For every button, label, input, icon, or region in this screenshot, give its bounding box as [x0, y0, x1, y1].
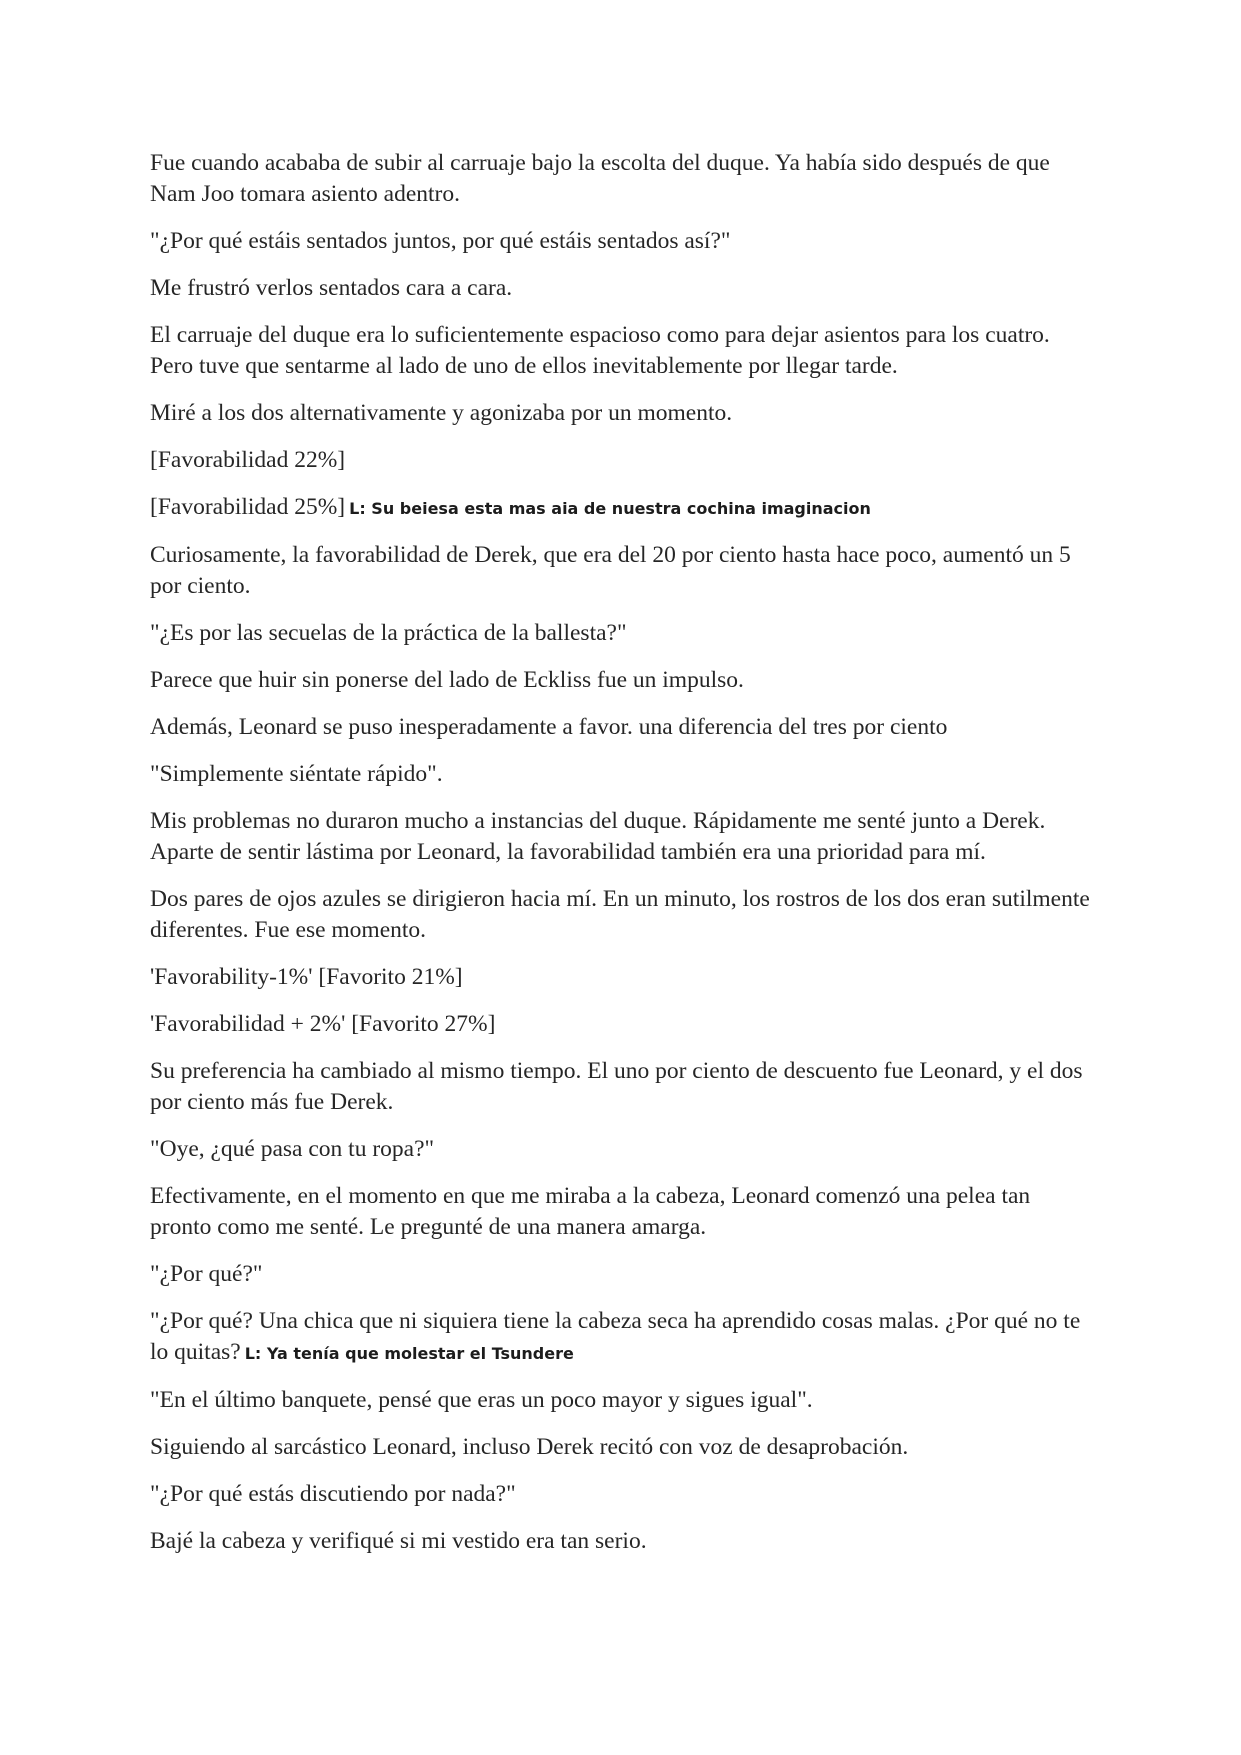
translator-note: L: Ya tenía que molestar el Tsundere [244, 1344, 574, 1363]
paragraph-text: Fue cuando acababa de subir al carruaje bajo la escolta del duque. Ya había sido después de que Nam Joo tomara asiento adentro. [150, 150, 1050, 207]
paragraph-text: Miré a los dos alternativamente y agonizaba por un momento. [150, 400, 733, 426]
paragraph-text: Parece que huir sin ponerse del lado de Eckliss fue un impulso. [150, 667, 744, 693]
paragraph-text: Curiosamente, la favorabilidad de Derek, que era del 20 por ciento hasta hace poco, aumentó un 5 por ciento. [150, 542, 1071, 599]
paragraph [150, 320, 1095, 382]
paragraph [150, 665, 1095, 696]
paragraph-text: "Simplemente siéntate rápido". [150, 761, 443, 787]
paragraph [150, 1306, 1095, 1369]
paragraph [150, 398, 1095, 429]
paragraph-text: "¿Por qué estáis sentados juntos, por qué estáis sentados así?" [150, 228, 731, 254]
paragraph-text: Siguiendo al sarcástico Leonard, incluso Derek recitó con voz de desaprobación. [150, 1434, 909, 1460]
paragraph-text: [Favorabilidad 22%] [150, 447, 346, 473]
paragraph-text: 'Favorabilidad + 2%' [Favorito 27%] [150, 1011, 496, 1037]
paragraph-text: El carruaje del duque era lo suficientemente espacioso como para dejar asientos para los cuatro. Pero tuve que sentarme al lado de uno de ellos inevitablemente por llegar tarde. [150, 322, 1050, 379]
paragraph-text: Su preferencia ha cambiado al mismo tiempo. El uno por ciento de descuento fue Leonard, y el dos por ciento más fue Derek. [150, 1058, 1083, 1115]
paragraph [150, 492, 1095, 524]
paragraph [150, 806, 1095, 868]
translator-note: L: Su beiesa esta mas aia de nuestra cochina imaginacion [349, 499, 871, 518]
paragraph [150, 884, 1095, 946]
paragraph [150, 962, 1095, 993]
paragraph-text: Bajé la cabeza y verifiqué si mi vestido era tan serio. [150, 1528, 647, 1554]
paragraph-text: Me frustró verlos sentados cara a cara. [150, 275, 513, 301]
paragraph-text: "¿Es por las secuelas de la práctica de la ballesta?" [150, 620, 627, 646]
paragraph-text: Además, Leonard se puso inesperadamente a favor. una diferencia del tres por ciento [150, 714, 948, 740]
paragraph-text: Efectivamente, en el momento en que me miraba a la cabeza, Leonard comenzó una pelea tan pronto como me senté. Le pregunté de una manera amarga. [150, 1183, 1031, 1240]
paragraph [150, 445, 1095, 476]
paragraph [150, 1181, 1095, 1243]
paragraph-text: 'Favorability-1%' [Favorito 21%] [150, 964, 463, 990]
paragraph-text: Mis problemas no duraron mucho a instancias del duque. Rápidamente me senté junto a Derek. Aparte de sentir lástima por Leonard, la favorabilidad también era una prioridad para mí. [150, 808, 1046, 865]
paragraph [150, 1009, 1095, 1040]
paragraph [150, 1432, 1095, 1463]
paragraph [150, 540, 1095, 602]
paragraph [150, 1056, 1095, 1118]
paragraph [150, 712, 1095, 743]
paragraph [150, 1385, 1095, 1416]
paragraph [150, 273, 1095, 304]
paragraph-text: [Favorabilidad 25%] [150, 494, 346, 520]
paragraph [150, 1259, 1095, 1290]
paragraph [150, 1526, 1095, 1557]
paragraph-text: "¿Por qué estás discutiendo por nada?" [150, 1481, 516, 1507]
paragraph-text: "Oye, ¿qué pasa con tu ropa?" [150, 1136, 435, 1162]
paragraph [150, 1134, 1095, 1165]
paragraph-text: "¿Por qué? Una chica que ni siquiera tiene la cabeza seca ha aprendido cosas malas. ¿Por qué no te lo quitas? [150, 1308, 1081, 1365]
paragraph-text: "En el último banquete, pensé que eras un poco mayor y sigues igual". [150, 1387, 813, 1413]
paragraph [150, 148, 1095, 210]
paragraph [150, 1479, 1095, 1510]
paragraph [150, 226, 1095, 257]
paragraph-text: Dos pares de ojos azules se dirigieron hacia mí. En un minuto, los rostros de los dos eran sutilmente diferentes. Fue ese momento. [150, 886, 1090, 943]
paragraph [150, 759, 1095, 790]
document-body [150, 148, 1095, 1573]
paragraph [150, 618, 1095, 649]
paragraph-text: "¿Por qué?" [150, 1261, 263, 1287]
